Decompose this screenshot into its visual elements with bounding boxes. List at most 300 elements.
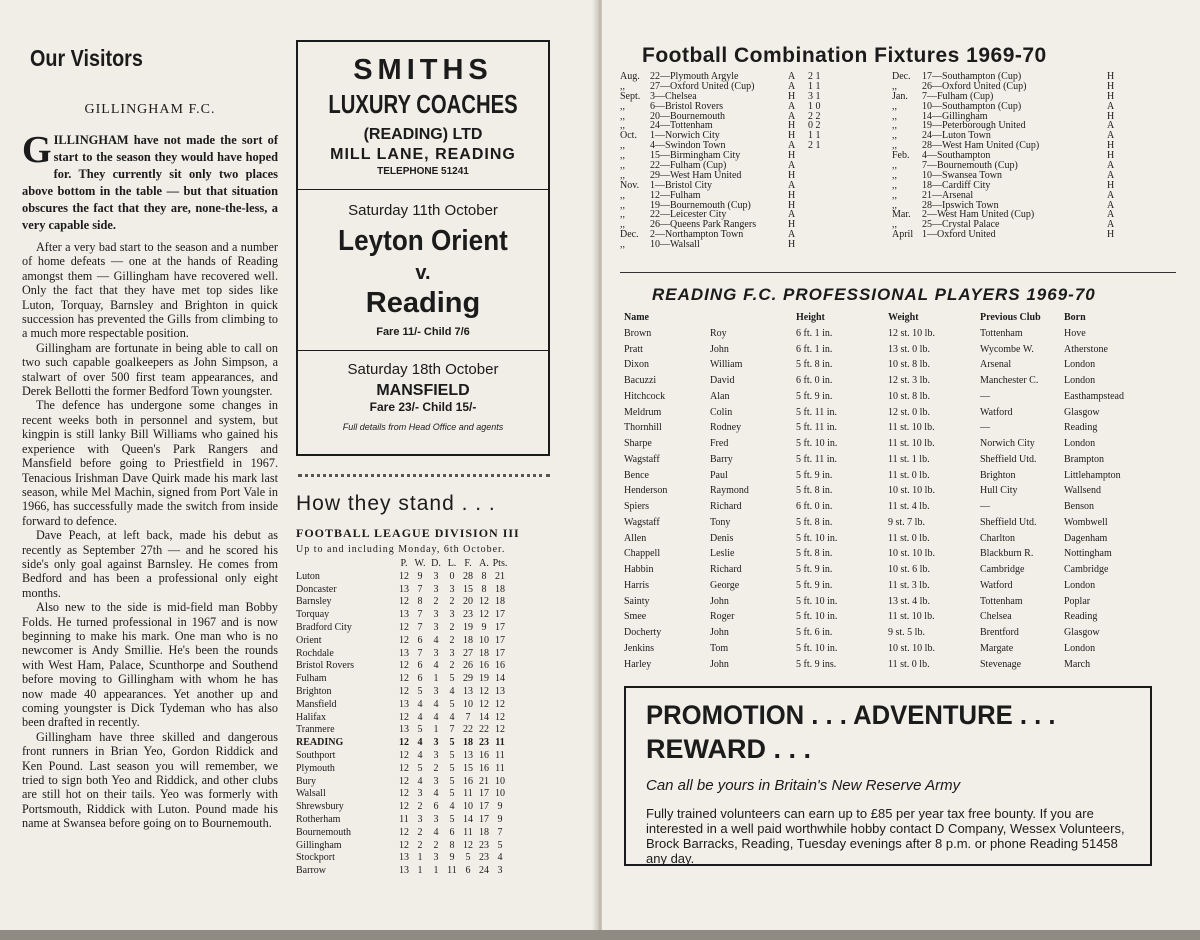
trip1-away-team: Reading xyxy=(365,287,481,319)
fixture-venue: A xyxy=(788,110,796,122)
stat-cell: 11 xyxy=(495,762,505,774)
stat-cell: 23 xyxy=(463,609,473,621)
stat-cell: 5 xyxy=(449,788,455,800)
fixture-opponent: 22—Plymouth Argyle xyxy=(650,71,739,82)
fixture-month: ,, xyxy=(620,160,625,172)
league-row xyxy=(296,699,508,712)
player-birthplace: Atherstone xyxy=(1064,343,1108,355)
stat-cell: 5 xyxy=(417,762,423,774)
stat-cell: 6 xyxy=(417,660,423,672)
stat-cell: 4 xyxy=(449,801,455,813)
fixture-opponent: 1—Norwich City xyxy=(650,130,720,142)
stat-cell: 12 xyxy=(399,788,409,800)
player-first-name: William xyxy=(710,359,743,371)
league-row xyxy=(296,776,508,789)
stat-cell: 12 xyxy=(399,749,409,761)
stat-cell: 18 xyxy=(495,596,505,608)
league-date-note: Up to and including Monday, 6th October. xyxy=(296,544,506,555)
fixture-month: ,, xyxy=(892,219,897,231)
section-divider xyxy=(298,474,550,477)
stat-cell: 3 xyxy=(433,813,439,825)
advert-phone: TELEPHONE 51241 xyxy=(377,166,469,177)
stat-cell: 17 xyxy=(495,621,505,633)
player-height: 5 ft. 8 in. xyxy=(796,548,833,560)
fixture-month: ,, xyxy=(892,100,897,112)
player-first-name: Tony xyxy=(710,516,731,528)
player-birthplace: Wallsend xyxy=(1064,485,1101,497)
stat-cell: 11 xyxy=(447,865,457,877)
advert-subtitle: LUXURY COACHES xyxy=(328,89,518,119)
stat-cell: 8 xyxy=(481,583,487,595)
stat-cell: 3 xyxy=(433,749,439,761)
league-row xyxy=(296,840,508,853)
advert-tagline: Can all be yours in Britain's New Reserve Army xyxy=(646,777,961,794)
team-name: Bradford City xyxy=(296,621,352,633)
player-weight: 11 st. 0 lb. xyxy=(888,532,930,544)
stat-cell: 15 xyxy=(463,762,473,774)
player-row xyxy=(624,594,1124,610)
fixture-venue: H xyxy=(788,239,796,251)
stat-cell: 3 xyxy=(449,647,455,659)
stat-cell: 3 xyxy=(433,609,439,621)
article-body xyxy=(22,240,278,831)
fixture-opponent: 6—Bristol Rovers xyxy=(650,100,724,112)
player-row xyxy=(624,578,1124,594)
fixture-venue: A xyxy=(788,179,796,191)
league-table-header xyxy=(296,558,508,571)
stat-cell: 5 xyxy=(449,813,455,825)
fixture-month: ,, xyxy=(892,140,897,152)
stat-cell: 1 xyxy=(433,865,439,877)
advert-company: (READING) LTD xyxy=(363,126,483,143)
player-previous-club: Tottenham xyxy=(980,595,1023,607)
fixture-month: ,, xyxy=(892,80,897,92)
player-previous-club: Sheffield Utd. xyxy=(980,453,1037,465)
fixture-score: 2 1 xyxy=(808,71,821,82)
stat-cell: 7 xyxy=(417,621,423,633)
fixture-month: ,, xyxy=(620,219,625,231)
stat-cell: 18 xyxy=(463,737,473,749)
stat-cell: 7 xyxy=(417,647,423,659)
stat-cell: 9 xyxy=(497,801,503,813)
player-height: 5 ft. 11 in. xyxy=(796,422,838,434)
stat-cell: 21 xyxy=(479,775,489,787)
stat-cell: 4 xyxy=(433,788,439,800)
fixture-opponent: 21—Arsenal xyxy=(922,189,974,201)
league-row xyxy=(296,852,508,865)
team-name: Barrow xyxy=(296,865,326,877)
league-name: FOOTBALL LEAGUE DIVISION III xyxy=(296,526,520,540)
fixture-opponent: 19—Peterborough United xyxy=(922,120,1026,132)
advert-title: SMITHS xyxy=(353,54,493,86)
stat-cell: 1 xyxy=(433,673,439,685)
player-weight: 9 st. 7 lb. xyxy=(888,516,925,528)
league-row xyxy=(296,763,508,776)
fixture-month: ,, xyxy=(620,110,625,122)
player-height: 5 ft. 11 in. xyxy=(796,453,838,465)
stat-cell: 3 xyxy=(449,583,455,595)
stat-cell: 2 xyxy=(449,660,455,672)
team-name: Plymouth xyxy=(296,762,335,774)
player-height: 6 ft. 1 in. xyxy=(796,343,833,355)
player-surname: Chappell xyxy=(624,548,661,560)
advert-headline-2: REWARD . . . xyxy=(646,734,812,764)
stat-cell: 10 xyxy=(479,634,489,646)
stat-cell: 26 xyxy=(463,660,473,672)
player-height: 5 ft. 10 in. xyxy=(796,532,838,544)
fixture-opponent: 7—Bournemouth (Cup) xyxy=(922,160,1018,172)
player-row xyxy=(624,531,1124,547)
stat-cell: 23 xyxy=(479,737,489,749)
fixtures-column-right xyxy=(892,72,1182,240)
player-first-name: Rodney xyxy=(710,422,742,434)
stat-cell: 16 xyxy=(479,660,489,672)
stat-cell: 1 xyxy=(417,865,423,877)
player-surname: Allen xyxy=(624,532,647,544)
trip2-team: MANSFIELD xyxy=(376,382,470,399)
player-height: 5 ft. 10 in. xyxy=(796,611,838,623)
league-table xyxy=(296,558,508,878)
team-name: Tranmere xyxy=(296,724,335,736)
team-name: Luton xyxy=(296,570,320,582)
stat-cell: 2 xyxy=(433,762,439,774)
page-bottom-edge xyxy=(0,930,1200,940)
player-surname: Docherty xyxy=(624,627,662,638)
fixture-venue: H xyxy=(1107,229,1115,241)
player-birthplace: Glasgow xyxy=(1064,406,1100,418)
stat-cell: 18 xyxy=(495,583,505,595)
team-name: Fulham xyxy=(296,673,327,685)
player-row xyxy=(624,625,1124,641)
league-row xyxy=(296,686,508,699)
player-first-name: Raymond xyxy=(710,485,749,497)
stat-cell: 17 xyxy=(479,801,489,813)
stat-cell: 3 xyxy=(433,583,439,595)
fixture-opponent: 4—Swindon Town xyxy=(650,140,726,152)
league-row xyxy=(296,827,508,840)
player-previous-club: Tottenham xyxy=(980,327,1023,339)
fixture-month: ,, xyxy=(620,100,625,112)
fixture-score: 1 0 xyxy=(808,100,821,112)
fixture-opponent: 22—Fulham (Cup) xyxy=(650,160,727,172)
player-height: 5 ft. 9 ins. xyxy=(796,658,837,670)
stat-cell: 2 xyxy=(449,621,455,633)
trip1-home-team: Leyton Orient xyxy=(338,225,508,257)
player-first-name: Leslie xyxy=(710,548,735,560)
fixture-opponent: 3—Chelsea xyxy=(650,90,697,102)
header-team xyxy=(296,558,396,571)
team-name: Bristol Rovers xyxy=(296,660,355,672)
fixture-opponent: 29—West Ham United xyxy=(650,169,742,181)
stat-cell: 6 xyxy=(417,634,423,646)
stat-cell: 27 xyxy=(463,647,473,659)
stat-cell: 13 xyxy=(399,852,409,864)
header-first-name xyxy=(710,310,796,326)
stat-cell: 12 xyxy=(399,596,409,608)
stat-cell: 9 xyxy=(481,621,487,633)
advert-headline: PROMOTION . . . ADVENTURE . . . xyxy=(646,700,1056,730)
fixture-month: Oct. xyxy=(620,130,637,142)
player-previous-club: Stevenage xyxy=(980,658,1022,670)
player-birthplace: London xyxy=(1064,359,1096,371)
player-row xyxy=(624,483,1124,499)
fixture-venue: A xyxy=(1107,100,1115,112)
fixture-month: Sept. xyxy=(620,90,641,102)
player-previous-club: — xyxy=(980,501,990,512)
player-weight: 11 st. 10 lb. xyxy=(888,611,935,623)
stat-cell: 4 xyxy=(417,737,423,749)
player-first-name: David xyxy=(710,375,735,386)
stat-cell: 12 xyxy=(479,685,489,697)
stat-cell: 12 xyxy=(399,775,409,787)
league-row xyxy=(296,622,508,635)
fixture-venue: H xyxy=(788,189,796,201)
player-surname: Harley xyxy=(624,658,652,670)
player-weight: 13 st. 4 lb. xyxy=(888,595,930,607)
fixture-venue: A xyxy=(788,140,796,152)
stat-cell: 18 xyxy=(479,647,489,659)
player-birthplace: Brampton xyxy=(1064,453,1104,465)
fixture-opponent: 2—West Ham United (Cup) xyxy=(922,209,1035,221)
player-birthplace: Nottingham xyxy=(1064,548,1112,560)
player-first-name: Alan xyxy=(710,390,730,402)
stat-cell: 5 xyxy=(449,737,455,749)
stat-cell: 11 xyxy=(463,826,473,838)
player-surname: Jenkins xyxy=(624,642,654,654)
player-birthplace: Easthampstead xyxy=(1064,390,1124,402)
visitors-title: Our Visitors xyxy=(30,45,143,71)
stat-cell: 4 xyxy=(449,685,455,697)
player-first-name: John xyxy=(710,343,729,355)
advert-body: Fully trained volunteers can earn up to £85 per year tax free bounty. If you are interested in a well paid worthwhile hobby contact D Company, Wessex Volunteers, Brock Barracks, Reading, Tuesday evenings after 8 p.m. or phone Reading 51458 any day. xyxy=(646,806,1125,866)
fixture-opponent: 27—Oxford United (Cup) xyxy=(650,80,755,92)
player-surname: Hitchcock xyxy=(624,390,666,402)
league-table-body xyxy=(296,571,508,878)
fixture-month: Aug. xyxy=(620,71,640,82)
player-birthplace: London xyxy=(1064,579,1096,591)
team-name: Walsall xyxy=(296,788,326,800)
player-row xyxy=(624,641,1124,657)
fixture-month: Mar. xyxy=(892,209,911,221)
player-previous-club: Watford xyxy=(980,579,1013,591)
player-surname: Sainty xyxy=(624,595,650,607)
fixture-venue: H xyxy=(788,130,796,142)
stat-cell: 12 xyxy=(399,621,409,633)
fixture-venue: A xyxy=(1107,199,1115,211)
header-played: P. xyxy=(400,558,408,569)
fixture-venue: A xyxy=(1107,130,1115,142)
fixture-venue: H xyxy=(1107,179,1115,191)
player-birthplace: Glasgow xyxy=(1064,627,1100,638)
stat-cell: 19 xyxy=(479,673,489,685)
stat-cell: 22 xyxy=(479,724,489,736)
stat-cell: 12 xyxy=(399,737,409,749)
player-height: 5 ft. 9 in. xyxy=(796,579,833,591)
fixture-venue: H xyxy=(788,90,796,102)
fixture-opponent: 28—Ipswich Town xyxy=(922,199,999,211)
fixture-venue: A xyxy=(788,71,796,82)
fixture-opponent: 2—Northampton Town xyxy=(650,229,744,241)
stat-cell: 11 xyxy=(495,737,505,749)
player-first-name: Denis xyxy=(710,532,734,544)
league-row xyxy=(296,584,508,597)
stat-cell: 13 xyxy=(463,685,473,697)
player-weight: 11 st. 3 lb. xyxy=(888,579,930,591)
league-row xyxy=(296,801,508,814)
fixture-venue: A xyxy=(1107,219,1115,231)
player-height: 5 ft. 6 in. xyxy=(796,627,833,638)
player-first-name: Paul xyxy=(710,469,728,481)
stat-cell: 18 xyxy=(479,826,489,838)
stat-cell: 5 xyxy=(449,775,455,787)
article-paragraph: Also new to the side is mid-field man Bobby Folds. He turned professional in 1967 and is now beginning to make his mark. One man who is no newcomer is Andy Smillie. He's been the rounds with West Ham, Palace, Scunthorpe and Southend before moving to Gillingham with whom he has now made 40 appearances. Yet another up and coming youngster is Dick Tydeman who has also been drafted in recently. xyxy=(22,600,278,730)
fixture-opponent: 19—Bournemouth (Cup) xyxy=(650,199,751,211)
player-previous-club: Margate xyxy=(980,642,1014,654)
fixture-venue: A xyxy=(788,100,796,112)
player-first-name: Roger xyxy=(710,611,735,623)
player-surname: Sharpe xyxy=(624,438,652,449)
fixture-row xyxy=(620,240,870,250)
player-weight: 11 st. 0 lb. xyxy=(888,469,930,481)
league-row xyxy=(296,750,508,763)
player-row xyxy=(624,357,1124,373)
player-previous-club: Sheffield Utd. xyxy=(980,516,1037,528)
player-surname: Meldrum xyxy=(624,406,662,418)
player-height: 5 ft. 8 in. xyxy=(796,359,833,371)
fixture-opponent: 28—West Ham United (Cup) xyxy=(922,140,1040,152)
team-name: Brighton xyxy=(296,685,332,697)
team-name: Stockport xyxy=(296,852,335,864)
player-weight: 10 st. 6 lb. xyxy=(888,564,930,575)
league-row xyxy=(296,648,508,661)
stat-cell: 12 xyxy=(479,609,489,621)
fixture-month: Nov. xyxy=(620,179,640,191)
fixture-month: ,, xyxy=(892,110,897,122)
fixture-opponent: 1—Bristol City xyxy=(650,179,712,191)
stat-cell: 10 xyxy=(463,801,473,813)
stat-cell: 6 xyxy=(433,801,439,813)
player-height: 6 ft. 0 in. xyxy=(796,501,833,512)
fixture-opponent: 22—Leicester City xyxy=(650,209,727,221)
stat-cell: 23 xyxy=(479,852,489,864)
club-name: GILLINGHAM F.C. xyxy=(84,102,216,117)
player-height: 5 ft. 11 in. xyxy=(796,406,838,418)
stat-cell: 2 xyxy=(433,596,439,608)
player-height: 5 ft. 8 in. xyxy=(796,516,833,528)
stat-cell: 12 xyxy=(399,801,409,813)
player-birthplace: Reading xyxy=(1064,611,1098,623)
team-name: Bury xyxy=(296,775,316,787)
stat-cell: 13 xyxy=(399,698,409,710)
trip2-fare: Fare 23/- Child 15/- xyxy=(369,400,477,414)
player-weight: 11 st. 10 lb. xyxy=(888,438,935,449)
team-name: Orient xyxy=(296,634,322,646)
fixture-venue: H xyxy=(1107,71,1115,82)
stat-cell: 7 xyxy=(465,711,471,723)
stat-cell: 15 xyxy=(463,583,473,595)
league-row xyxy=(296,635,508,648)
stat-cell: 5 xyxy=(417,724,423,736)
player-height: 5 ft. 10 in. xyxy=(796,642,838,654)
stat-cell: 13 xyxy=(399,647,409,659)
fixture-month: ,, xyxy=(620,150,625,162)
fixture-venue: A xyxy=(1107,160,1115,172)
player-first-name: Colin xyxy=(710,406,733,418)
player-row xyxy=(624,562,1124,578)
stat-cell: 4 xyxy=(433,826,439,838)
article-paragraph: Gillingham are fortunate in being able to call on two such capable goalkeepers as John Simpson, a stalwart of over 500 first team appearances, and Derek Bellotti the former Bedford Town youngster. xyxy=(22,340,278,399)
stat-cell: 3 xyxy=(449,609,455,621)
advert-divider xyxy=(298,189,548,190)
stat-cell: 7 xyxy=(417,583,423,595)
stat-cell: 6 xyxy=(417,673,423,685)
stat-cell: 3 xyxy=(433,570,439,582)
fixture-venue: A xyxy=(1107,189,1115,201)
player-birthplace: Reading xyxy=(1064,422,1098,434)
fixture-month: Dec. xyxy=(892,71,911,82)
league-row xyxy=(296,571,508,584)
visitors-article xyxy=(22,45,278,831)
stat-cell: 1 xyxy=(433,724,439,736)
stat-cell: 3 xyxy=(417,813,423,825)
stat-cell: 16 xyxy=(479,749,489,761)
player-first-name: John xyxy=(710,627,729,638)
player-surname: Pratt xyxy=(624,343,643,355)
header-weight: Weight xyxy=(888,312,919,323)
stat-cell: 9 xyxy=(497,813,503,825)
stat-cell: 5 xyxy=(449,762,455,774)
trip1-date: Saturday 11th October xyxy=(348,202,498,219)
header-won: W. xyxy=(414,558,426,569)
player-weight: 11 st. 4 lb. xyxy=(888,501,930,512)
player-birthplace: London xyxy=(1064,375,1096,386)
stat-cell: 11 xyxy=(495,749,505,761)
players-table-header xyxy=(624,310,1124,326)
stat-cell: 17 xyxy=(479,788,489,800)
fixture-month: ,, xyxy=(892,199,897,211)
player-previous-club: Norwich City xyxy=(980,438,1035,449)
league-row xyxy=(296,609,508,622)
stat-cell: 3 xyxy=(417,788,423,800)
team-name: Mansfield xyxy=(296,698,337,710)
player-row xyxy=(624,515,1124,531)
stat-cell: 14 xyxy=(495,673,505,685)
fixture-opponent: 15—Birmingham City xyxy=(650,150,741,162)
stat-cell: 12 xyxy=(399,711,409,723)
header-lost: L. xyxy=(447,558,457,569)
player-previous-club: Chelsea xyxy=(980,611,1012,623)
fixture-opponent: 25—Crystal Palace xyxy=(922,219,1000,231)
stat-cell: 4 xyxy=(433,634,439,646)
fixture-venue: H xyxy=(1107,90,1115,102)
stat-cell: 16 xyxy=(463,775,473,787)
player-weight: 13 st. 0 lb. xyxy=(888,343,930,355)
stat-cell: 17 xyxy=(479,813,489,825)
player-first-name: John xyxy=(710,658,729,670)
fixture-opponent: 24—Luton Town xyxy=(922,130,991,142)
player-birthplace: Poplar xyxy=(1064,595,1091,607)
fixture-month: April xyxy=(892,229,914,241)
player-weight: 10 st. 10 lb. xyxy=(888,485,935,497)
stat-cell: 10 xyxy=(463,698,473,710)
player-previous-club: Brentford xyxy=(980,627,1019,638)
player-birthplace: Littlehampton xyxy=(1064,469,1121,481)
stat-cell: 7 xyxy=(449,724,455,736)
fixture-opponent: 24—Tottenham xyxy=(650,120,713,132)
trip1-fare: Fare 11/- Child 7/6 xyxy=(376,326,470,338)
player-birthplace: Cambridge xyxy=(1064,564,1109,575)
fixture-venue: H xyxy=(1107,140,1115,152)
